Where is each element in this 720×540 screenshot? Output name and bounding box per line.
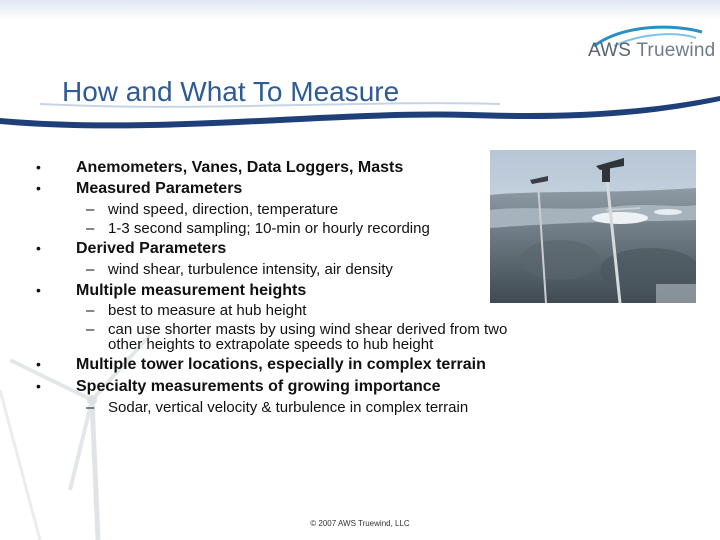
bullet-text: Specialty measurements of growing importance: [76, 378, 441, 395]
sub-bullet-text: can use shorter masts by using wind shear derived from two: [108, 321, 508, 338]
dash-marker: –: [86, 220, 95, 237]
bullet-marker: •: [36, 240, 41, 256]
bullet-marker: •: [36, 180, 41, 196]
bullet-marker: •: [36, 356, 41, 372]
dash-marker: –: [86, 302, 95, 319]
bullet-marker: •: [36, 159, 41, 175]
dash-marker: –: [86, 321, 95, 338]
sub-bullet-text: wind shear, turbulence intensity, air density: [108, 261, 393, 278]
bullet-text: Derived Parameters: [76, 240, 227, 257]
bullet-marker: •: [36, 282, 41, 298]
sub-bullet-text: Sodar, vertical velocity & turbulence in complex terrain: [108, 399, 469, 416]
sub-bullet-text: 1-3 second sampling; 10-min or hourly recording: [108, 220, 430, 237]
dash-marker: –: [86, 261, 95, 278]
dash-marker: –: [86, 201, 95, 218]
company-logo: [588, 40, 716, 64]
met-mast-photo: [490, 150, 696, 303]
header-swoosh: [0, 0, 720, 140]
bullet-text: Multiple measurement heights: [76, 282, 307, 299]
slide-title: How and What To Measure: [62, 76, 400, 107]
bullet-text: Multiple tower locations, especially in complex terrain: [76, 356, 486, 373]
bullet-marker: •: [36, 378, 41, 394]
sub-bullet-text: best to measure at hub height: [108, 302, 307, 319]
footer-copyright: © 2007 AWS Truewind, LLC: [310, 519, 410, 528]
sub-bullet-text: wind speed, direction, temperature: [108, 201, 339, 218]
dash-marker: –: [86, 399, 95, 416]
bullet-text: Anemometers, Vanes, Data Loggers, Masts: [76, 159, 404, 176]
logo-text: AWS Truewind: [588, 40, 716, 61]
bullet-text: Measured Parameters: [76, 180, 243, 197]
sub-bullet-text: other heights to extrapolate speeds to hub height: [108, 336, 434, 353]
